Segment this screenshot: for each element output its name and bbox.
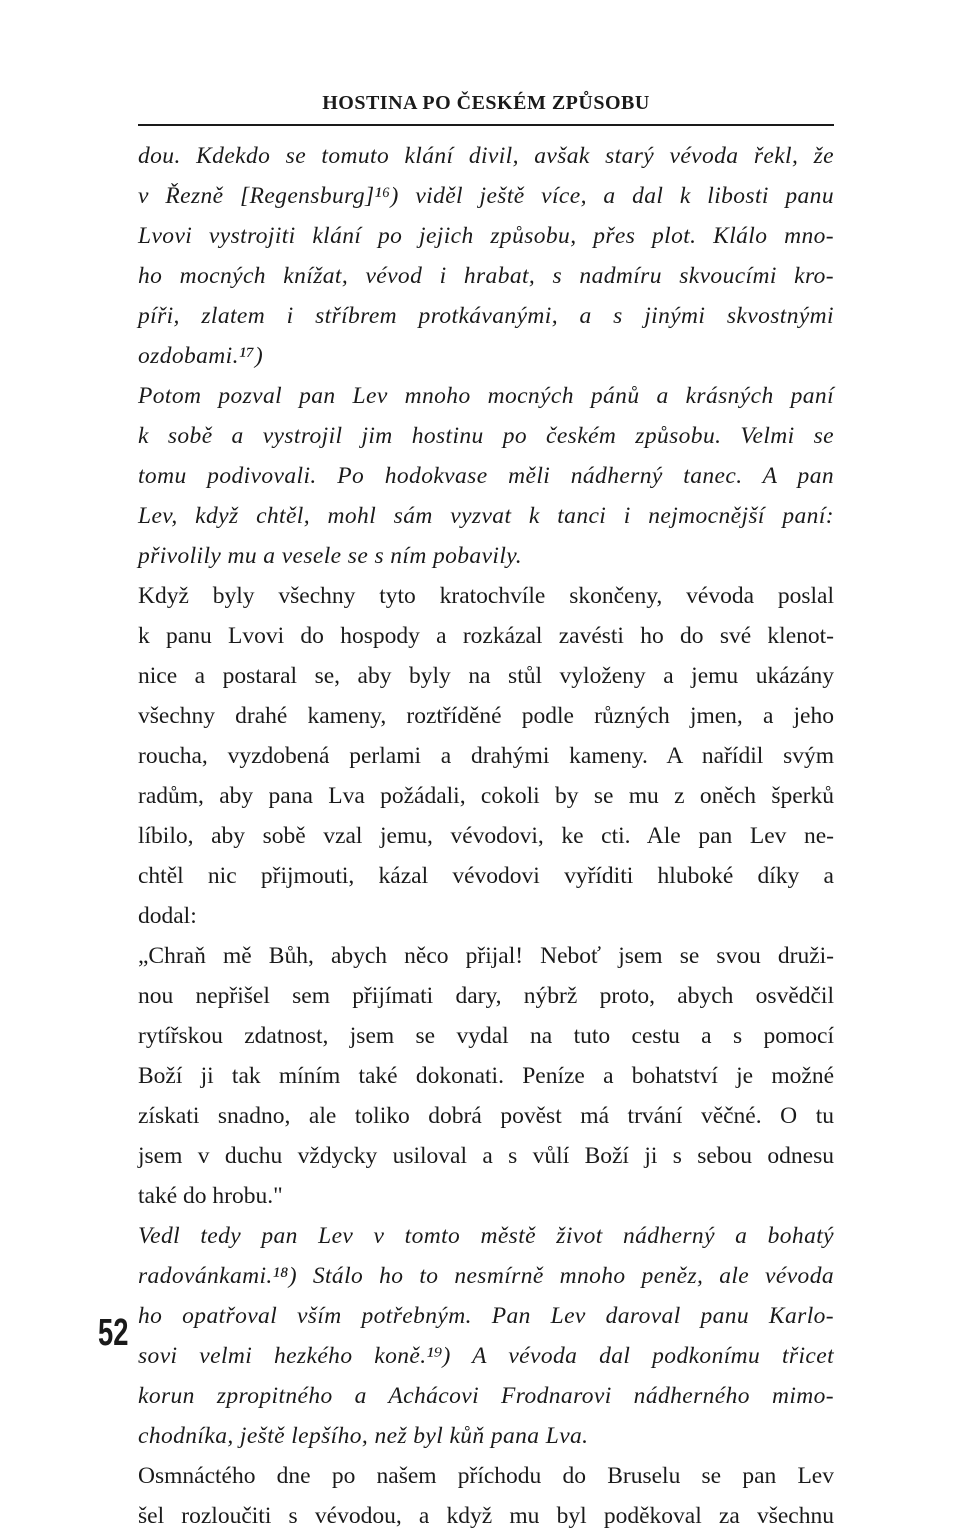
text-line: k panu Lvovi do hospody a rozkázal zavésti ho do své klenot- bbox=[138, 623, 834, 649]
text-line: Potom pozval pan Lev mnoho mocných pánů a krásných paní bbox=[138, 383, 834, 409]
text-line: sovi velmi hezkého koně.¹⁹) A vévoda dal podkonímu třicet bbox=[138, 1343, 834, 1369]
text-line: tomu podivovali. Po hodokvase měli nádherný tanec. A pan bbox=[138, 463, 834, 489]
text-line: k sobě a vystrojil jim hostinu po českém způsobu. Velmi se bbox=[138, 423, 834, 449]
text-line: radovánkami.¹⁸) Stálo ho to nesmírně mnoho peněz, ale vévoda bbox=[138, 1263, 834, 1289]
text-line: radům, aby pana Lva požádali, cokoli by se mu z oněch šperků bbox=[138, 783, 834, 809]
text-line: přivolily mu a vesele se s ním pobavily. bbox=[138, 543, 523, 569]
running-head: HOSTINA PO ČESKÉM ZPŮSOBU bbox=[322, 92, 650, 114]
text-line: ho mocných knížat, vévod i hrabat, s nadmíru skvoucími kro- bbox=[138, 263, 834, 289]
text-line: šel rozloučiti s vévodou, a když mu byl poděkoval za všechnu bbox=[138, 1503, 834, 1529]
page-number: 52 bbox=[98, 1312, 129, 1354]
header-rule bbox=[138, 124, 834, 126]
text-line: jsem v duchu vždycky usiloval a s vůlí Boží ji s sebou odnesu bbox=[138, 1143, 834, 1169]
text-line: Boží ji tak míním také dokonati. Peníze a bohatství je možné bbox=[138, 1063, 834, 1089]
text-line: všechny drahé kameny, roztříděné podle různých jmen, a jeho bbox=[138, 703, 834, 729]
text-line: v Řezně [Regensburg]¹⁶) viděl ještě více, a dal k libosti panu bbox=[138, 183, 834, 209]
text-line: roucha, vyzdobená perlami a drahými kameny. A nařídil svým bbox=[138, 743, 834, 769]
text-line: Lvovi vystrojiti klání po jejich způsobu, přes plot. Klálo mno- bbox=[138, 223, 834, 249]
text-line: ozdobami.¹⁷) bbox=[138, 343, 264, 369]
text-line: rytířskou zdatnost, jsem se vydal na tuto cestu a s pomocí bbox=[138, 1023, 834, 1049]
body-text bbox=[138, 136, 834, 1536]
text-line: chodníka, ještě lepšího, než byl kůň pana Lva. bbox=[138, 1423, 589, 1449]
text-line: Když byly všechny tyto kratochvíle skončeny, vévoda poslal bbox=[138, 583, 834, 609]
text-line: získati snadno, ale toliko dobrá pověst má trvání věčné. O tu bbox=[138, 1103, 834, 1129]
text-line: Lev, když chtěl, mohl sám vyzvat k tanci i nejmocnější paní: bbox=[138, 503, 834, 529]
text-line: také do hrobu." bbox=[138, 1183, 283, 1209]
text-line: nice a postaral se, aby byly na stůl vyloženy a jemu ukázány bbox=[138, 663, 834, 689]
text-line: „Chraň mě Bůh, abych něco přijal! Neboť jsem se svou druži- bbox=[138, 943, 834, 969]
text-line: korun zpropitného a Achácovi Frodnarovi nádherného mimo- bbox=[138, 1383, 834, 1409]
text-line: Osmnáctého dne po našem příchodu do Bruselu se pan Lev bbox=[138, 1463, 834, 1489]
text-line: dou. Kdekdo se tomuto klání divil, avšak starý vévoda řekl, že bbox=[138, 143, 834, 169]
text-line: Vedl tedy pan Lev v tomto městě život nádherný a bohatý bbox=[138, 1223, 834, 1249]
text-line: chtěl nic přijmouti, kázal vévodovi vyříditi hluboké díky a bbox=[138, 863, 834, 889]
text-line: píři, zlatem i stříbrem protkávanými, a s jinými skvostnými bbox=[138, 303, 834, 329]
text-line: dodal: bbox=[138, 903, 197, 929]
text-line: líbilo, aby sobě vzal jemu, vévodovi, ke cti. Ale pan Lev ne- bbox=[138, 823, 834, 849]
text-line: nou nepřišel sem přijímati dary, nýbrž proto, abych osvědčil bbox=[138, 983, 834, 1009]
text-line: ho opatřoval vším potřebným. Pan Lev daroval panu Karlo- bbox=[138, 1303, 834, 1329]
